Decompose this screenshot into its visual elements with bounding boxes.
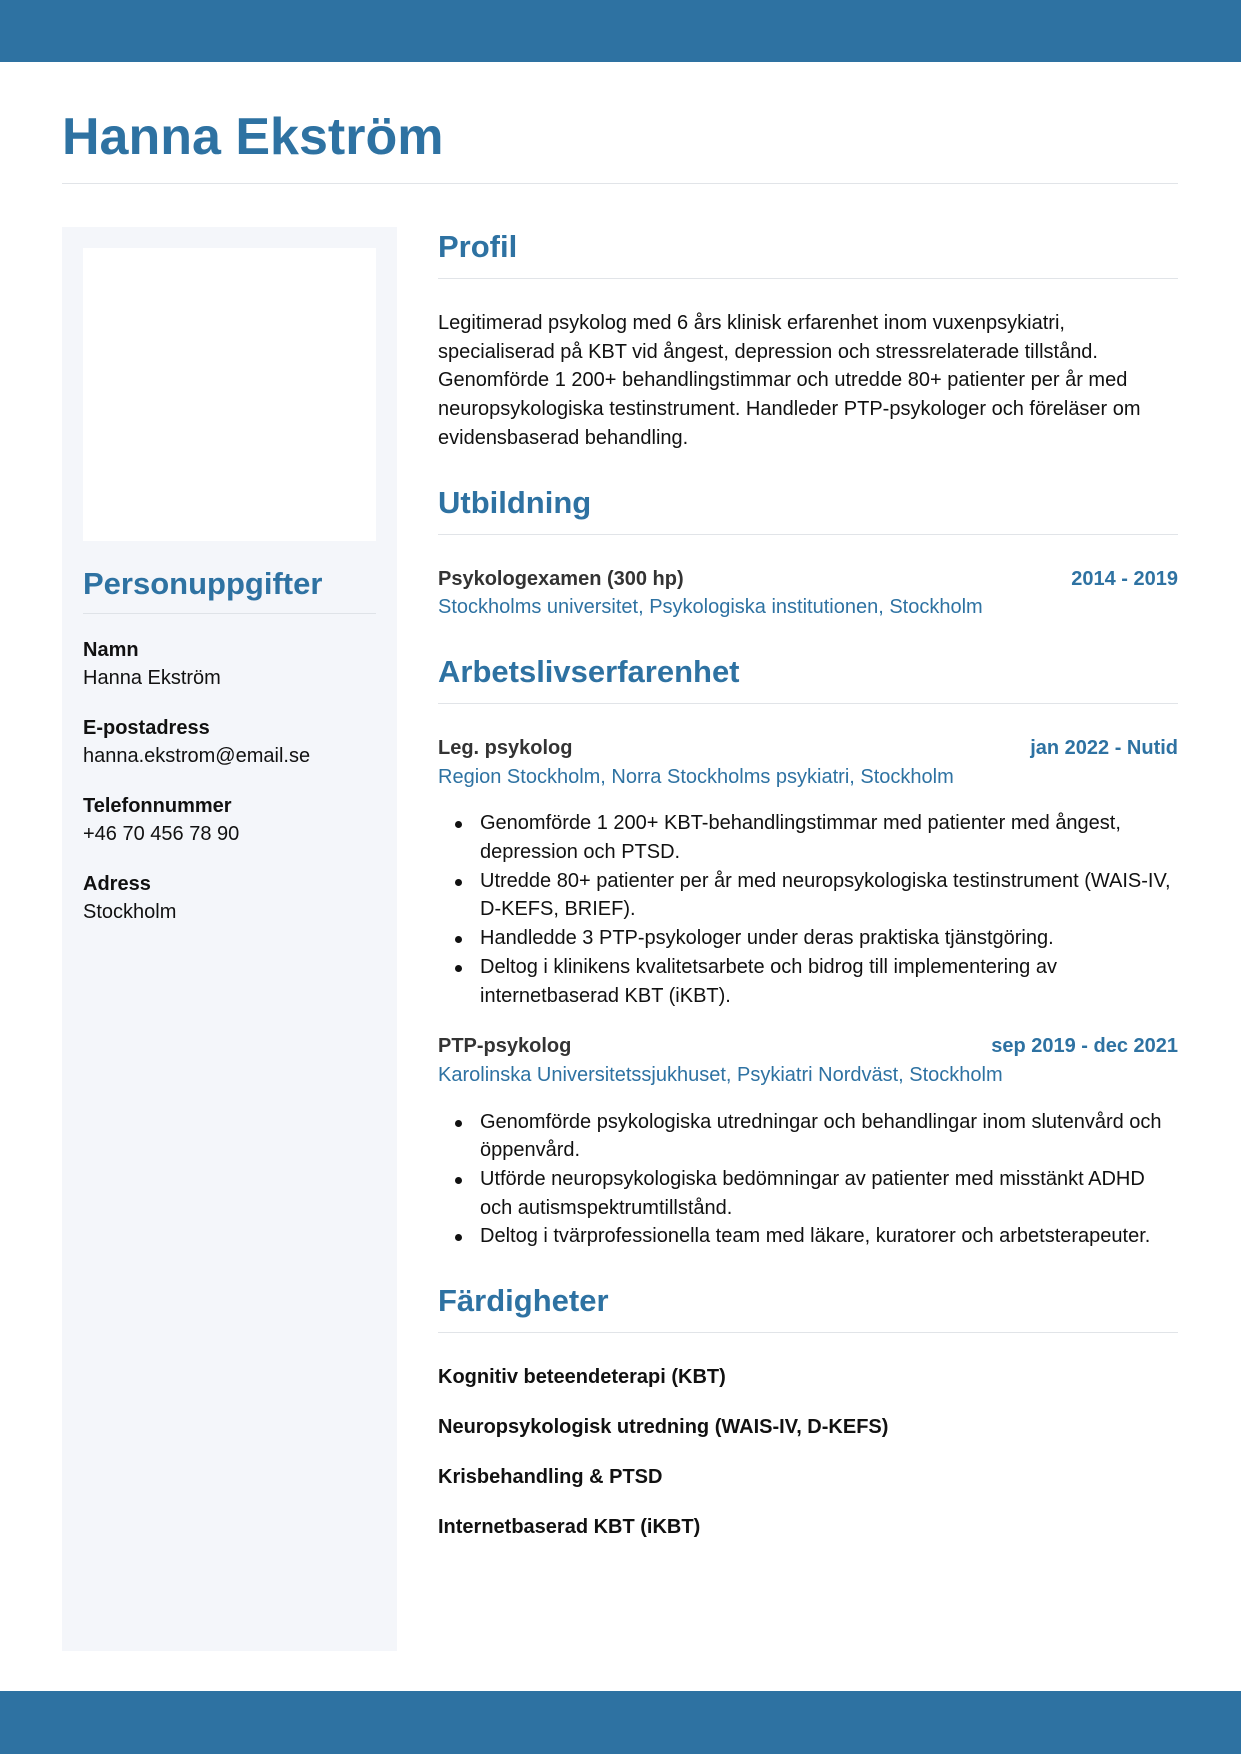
profile-section xyxy=(438,227,1178,453)
bullet-icon xyxy=(455,1120,462,1127)
skill-item: Internetbaserad KBT (iKBT) xyxy=(438,1516,701,1539)
bullet-icon xyxy=(455,879,462,886)
experience-entry xyxy=(438,1032,1178,1251)
bullet-icon xyxy=(455,1177,462,1184)
title-divider xyxy=(62,183,1178,184)
experience-entry xyxy=(438,734,1178,1010)
section-title-skills: Färdigheter xyxy=(438,1283,609,1319)
top-banner xyxy=(0,0,1241,62)
experience-section xyxy=(438,652,1178,1251)
info-label: Namn xyxy=(83,639,139,661)
list-item: Utredde 80+ patienter per år med neuropsykologiska testinstrument (WAIS-IV, D-KEFS, BRIEF). xyxy=(438,867,1178,924)
achievement-list xyxy=(438,809,1178,1010)
info-item-email xyxy=(83,714,376,792)
list-item: Handledde 3 PTP-psykologer under deras praktiska tjänstgöring. xyxy=(438,924,1178,953)
profile-photo-placeholder xyxy=(83,248,376,541)
info-label: Telefonnummer xyxy=(83,795,232,817)
section-title-profile: Profil xyxy=(438,229,518,264)
degree-title: Psykologexamen (300 hp) xyxy=(438,567,684,590)
skill-item: Neuropsykologisk utredning (WAIS-IV, D-KEFS) xyxy=(438,1416,889,1439)
education-entry xyxy=(438,565,1178,622)
job-dates: sep 2019 - dec 2021 xyxy=(991,1035,1178,1058)
info-item-address xyxy=(83,870,376,948)
achievement-list xyxy=(438,1108,1178,1252)
education-dates: 2014 - 2019 xyxy=(1071,567,1178,590)
bottom-banner xyxy=(0,1691,1241,1754)
info-value: Hanna Ekström xyxy=(83,667,221,689)
info-label: E-postadress xyxy=(83,717,210,739)
main-content xyxy=(438,227,1178,1563)
skill-item: Kognitiv beteendeterapi (KBT) xyxy=(438,1366,726,1389)
list-item: Deltog i tvärprofessionella team med läkare, kuratorer och arbetsterapeuter. xyxy=(438,1222,1178,1251)
info-item-phone xyxy=(83,792,376,870)
sidebar xyxy=(62,227,397,1651)
education-section xyxy=(438,483,1178,622)
employer-name: Karolinska Universitetssjukhuset, Psykiatri Nordväst, Stockholm xyxy=(438,1063,1003,1086)
bullet-icon xyxy=(455,821,462,828)
profile-text: Legitimerad psykolog med 6 års klinisk erfarenhet inom vuxenpsykiatri, specialiserad på KBT vid ångest, depression och stressrelaterade tillstånd. Genomförde 1 200+ behandlingstimmar och utredde 80+ patienter per år med neuropsykologiska testinstrument. Handleder PTP-psykologer och föreläser om evidensbaserad behandling. xyxy=(438,312,1141,449)
info-value: Stockholm xyxy=(83,901,177,923)
section-divider xyxy=(438,278,1178,279)
section-title-experience: Arbetslivserfarenhet xyxy=(438,653,740,689)
bullet-icon xyxy=(455,936,462,943)
sidebar-divider xyxy=(83,613,376,614)
page-title: Hanna Ekström xyxy=(62,108,444,166)
section-divider xyxy=(438,703,1178,704)
job-title: PTP-psykolog xyxy=(438,1035,572,1058)
list-item: Genomförde 1 200+ KBT-behandlingstimmar med patienter med ångest, depression och PTSD. xyxy=(438,809,1178,866)
list-item: Utförde neuropsykologiska bedömningar av patienter med misstänkt ADHD och autismspektrumtillstånd. xyxy=(438,1165,1178,1222)
section-divider xyxy=(438,534,1178,535)
personal-info-list xyxy=(83,636,376,948)
bullet-icon xyxy=(455,965,462,972)
employer-name: Region Stockholm, Norra Stockholms psykiatri, Stockholm xyxy=(438,765,954,788)
skills-list xyxy=(438,1363,1178,1563)
info-value: hanna.ekstrom@email.se xyxy=(83,745,311,767)
sidebar-title: Personuppgifter xyxy=(83,566,323,601)
info-label: Adress xyxy=(83,873,151,895)
section-divider xyxy=(438,1332,1178,1333)
skills-section xyxy=(438,1281,1178,1563)
bullet-icon xyxy=(455,1234,462,1241)
job-title: Leg. psykolog xyxy=(438,736,573,759)
school-name: Stockholms universitet, Psykologiska institutionen, Stockholm xyxy=(438,596,983,619)
job-dates: jan 2022 - Nutid xyxy=(1030,736,1178,759)
section-title-education: Utbildning xyxy=(438,484,592,520)
list-item: Deltog i klinikens kvalitetsarbete och bidrog till implementering av internetbaserad KBT (iKBT). xyxy=(438,953,1178,1010)
info-value: +46 70 456 78 90 xyxy=(83,823,240,845)
info-item-name xyxy=(83,636,376,714)
skill-item: Krisbehandling & PTSD xyxy=(438,1466,663,1489)
list-item: Genomförde psykologiska utredningar och behandlingar inom slutenvård och öppenvård. xyxy=(438,1108,1178,1165)
